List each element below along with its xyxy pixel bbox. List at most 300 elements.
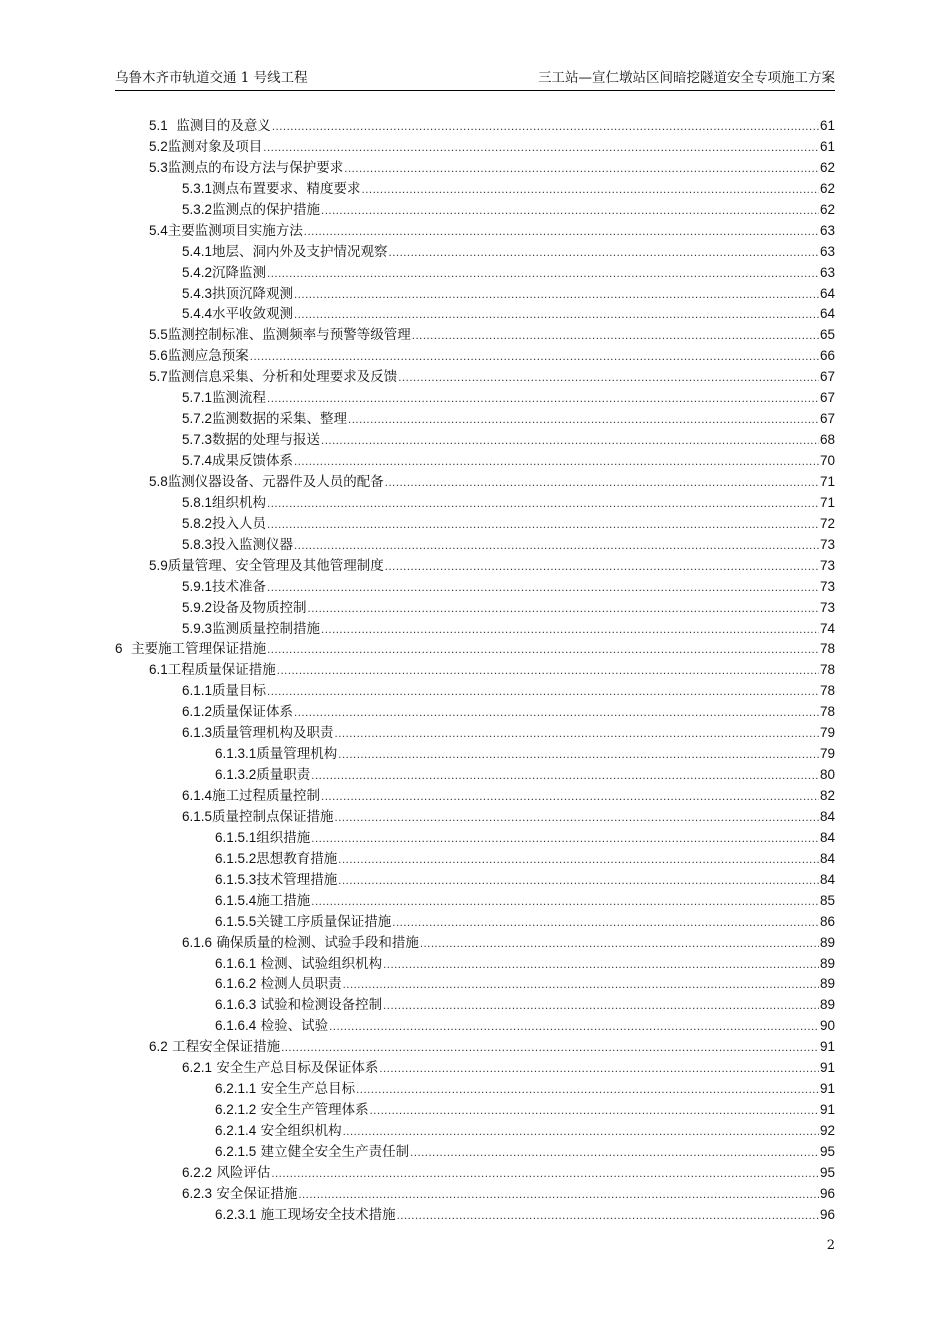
toc-entry-title: [215, 954, 382, 975]
toc-entry-number: 6.2.3.1: [215, 1206, 257, 1222]
toc-entry-number: 5.8.3: [182, 536, 213, 552]
toc-entry-text: 组织措施: [256, 829, 311, 846]
toc-entry-page: 89: [819, 997, 835, 1013]
toc-dot-leader: [356, 1081, 819, 1102]
toc-entry-page: 63: [819, 222, 835, 238]
toc-entry-page: 78: [819, 683, 835, 699]
toc-entry-text: 安全生产管理体系: [256, 1102, 369, 1119]
toc-dot-leader: [344, 160, 819, 181]
toc-entry[interactable]: [115, 1100, 835, 1121]
toc-entry-title: [215, 828, 310, 849]
toc-entry[interactable]: [115, 556, 835, 577]
toc-entry-page: 84: [819, 850, 835, 866]
toc-entry-text: 施工措施: [256, 892, 311, 909]
toc-entry-title: [182, 514, 266, 535]
toc-entry-text: 试验和检测设备控制: [256, 997, 383, 1014]
toc-entry-number: 5.1: [149, 118, 168, 133]
toc-dot-leader: [385, 474, 819, 495]
toc-entry[interactable]: [115, 179, 835, 200]
toc-entry-page: 82: [819, 788, 835, 803]
toc-dot-leader: [294, 537, 819, 558]
toc-entry-page: 62: [819, 159, 835, 175]
toc-entry-title: [149, 556, 384, 577]
toc-entry-page: 79: [819, 746, 835, 762]
toc-dot-leader: [304, 223, 819, 244]
toc-dot-leader: [338, 851, 819, 872]
toc-entry-page: 86: [819, 913, 835, 929]
toc-entry-title: [149, 1037, 280, 1058]
toc-entry-page: 90: [819, 1018, 835, 1034]
toc-entry[interactable]: [115, 1016, 835, 1037]
toc-entry-number: 6.1.5.5: [215, 913, 257, 929]
toc-dot-leader: [294, 453, 819, 474]
toc-entry-title: [182, 577, 266, 598]
toc-entry-text: 建立健全安全生产责任制: [256, 1143, 410, 1160]
toc-entry-text: 安全保证措施: [212, 1185, 298, 1202]
toc-entry-number: 5.8.2: [182, 515, 213, 531]
toc-entry-title: [182, 702, 293, 723]
toc-entry-number: 5.3.2: [182, 201, 213, 217]
toc-entry[interactable]: [115, 786, 835, 807]
toc-entry-title: [215, 995, 382, 1016]
toc-entry-text: 施工过程质量控制: [212, 788, 321, 804]
header-project-name: 乌鲁木齐市轨道交通 1 号线工程: [115, 70, 308, 86]
toc-entry-text: 质量管理、安全管理及其他管理制度: [167, 557, 384, 574]
toc-entry[interactable]: [115, 1142, 835, 1163]
toc-entry[interactable]: [115, 912, 835, 933]
toc-entry-text: 监测信息采集、分析和处理要求及反馈: [167, 369, 398, 386]
toc-entry[interactable]: [115, 493, 835, 514]
toc-entry-text: 工程安全保证措施: [167, 1039, 281, 1056]
toc-entry-text: 思想教育措施: [256, 850, 338, 867]
toc-entry-text: 监测点的保护措施: [212, 201, 321, 218]
toc-entry-number: 6.2.1.5: [215, 1143, 257, 1159]
toc-entry-number: 6.1.6.1: [215, 955, 257, 971]
toc-entry-title: [182, 598, 307, 619]
toc-entry-page: 85: [819, 892, 835, 908]
toc-entry[interactable]: [115, 221, 835, 242]
toc-entry-page: 78: [819, 662, 835, 678]
toc-entry[interactable]: [115, 849, 835, 870]
toc-entry[interactable]: [115, 200, 835, 221]
toc-dot-leader: [250, 348, 819, 369]
toc-dot-leader: [385, 558, 819, 579]
toc-dot-leader: [362, 181, 819, 202]
toc-dot-leader: [410, 1144, 819, 1165]
toc-entry-text: 沉降监测: [212, 264, 267, 281]
toc-entry-title: [215, 974, 342, 995]
page-header: [115, 66, 835, 91]
toc-dot-leader: [271, 1165, 819, 1186]
toc-entry[interactable]: [115, 995, 835, 1016]
toc-entry-number: 5.9.2: [182, 599, 213, 615]
toc-entry-page: 73: [819, 599, 835, 615]
toc-entry-title: [149, 346, 249, 367]
toc-entry-page: 63: [819, 243, 835, 259]
toc-entry-number: 5.7: [149, 369, 168, 385]
toc-entry-text: 安全组织机构: [256, 1123, 342, 1139]
toc-entry[interactable]: [115, 870, 835, 891]
toc-entry-number: 5.5: [149, 327, 168, 343]
toc-entry-title: [182, 619, 320, 640]
toc-dot-leader: [311, 767, 819, 788]
toc-entry[interactable]: [115, 744, 835, 765]
toc-dot-leader: [335, 809, 819, 830]
toc-entry-page: 73: [819, 536, 835, 552]
toc-entry-number: 5.7.1: [182, 390, 213, 406]
toc-entry-text: 检测人员职责: [256, 976, 342, 993]
toc-entry-number: 5.3: [149, 159, 168, 175]
toc-entry[interactable]: [115, 1079, 835, 1100]
toc-entry-title: [149, 325, 411, 346]
toc-entry-title: [182, 263, 266, 284]
toc-entry[interactable]: [115, 158, 835, 179]
toc-dot-leader: [383, 956, 819, 977]
toc-dot-leader: [321, 788, 819, 809]
toc-entry-title: [215, 1142, 409, 1163]
toc-dot-leader: [397, 1207, 819, 1228]
toc-entry-page: 96: [819, 1206, 835, 1222]
toc-dot-leader: [370, 1102, 819, 1123]
toc-entry-number: 5.4.1: [182, 243, 213, 259]
toc-entry-title: [182, 1163, 270, 1184]
toc-dot-leader: [311, 893, 819, 914]
toc-entry-page: 65: [819, 327, 835, 343]
toc-entry-title: [215, 912, 391, 933]
toc-entry-page: 84: [819, 871, 835, 887]
toc-entry-text: 质量管理机构及职责: [212, 725, 334, 742]
toc-entry-text: 监测应急预案: [167, 348, 249, 365]
toc-entry-title: [182, 807, 334, 828]
toc-entry-text: 质量目标: [212, 683, 267, 700]
toc-dot-leader: [343, 1123, 819, 1144]
toc-entry-title: [215, 765, 310, 786]
toc-entry[interactable]: [115, 974, 835, 995]
toc-dot-leader: [267, 683, 819, 704]
toc-dot-leader: [321, 432, 819, 453]
toc-entry-title: [149, 221, 303, 242]
toc-entry-number: 6.2.1: [182, 1060, 213, 1076]
toc-dot-leader: [392, 914, 819, 935]
toc-entry-text: 监测对象及项目: [167, 138, 263, 155]
toc-entry[interactable]: [115, 430, 835, 451]
toc-entry-title: [182, 1184, 297, 1205]
toc-entry[interactable]: [115, 514, 835, 535]
toc-entry-title: [215, 1121, 342, 1142]
toc-entry-number: 5.7.2: [182, 411, 213, 427]
toc-entry-page: 89: [819, 955, 835, 971]
toc-dot-leader: [311, 830, 819, 851]
toc-dot-leader: [308, 600, 819, 621]
toc-entry[interactable]: [115, 723, 835, 744]
toc-entry-title: [182, 284, 293, 305]
toc-entry-text: 监测质量控制措施: [212, 620, 321, 637]
toc-dot-leader: [383, 997, 819, 1018]
toc-dot-leader: [321, 621, 819, 642]
toc-entry[interactable]: [115, 1205, 835, 1226]
toc-entry-text: 主要监测项目实施方法: [167, 222, 303, 239]
toc-entry[interactable]: [115, 828, 835, 849]
toc-dot-leader: [379, 1060, 819, 1081]
toc-entry[interactable]: [115, 535, 835, 556]
toc-entry-title: [182, 409, 347, 430]
toc-entry-page: 62: [819, 201, 835, 217]
toc-entry[interactable]: [115, 1121, 835, 1142]
toc-entry[interactable]: [115, 346, 835, 367]
toc-entry-title: [182, 681, 266, 702]
toc-entry-number: 6.1.6.3: [215, 997, 257, 1013]
toc-entry-text: 关键工序质量保证措施: [256, 913, 392, 930]
toc-entry-number: 6.2.1.2: [215, 1102, 257, 1118]
toc-dot-leader: [267, 516, 819, 537]
toc-entry-text: 质量职责: [256, 767, 311, 784]
toc-entry-page: 67: [819, 411, 835, 427]
toc-entry-number: 5.7.3: [182, 432, 213, 448]
toc-entry[interactable]: [115, 137, 835, 158]
toc-entry-title: [215, 1100, 369, 1121]
toc-entry[interactable]: [115, 263, 835, 284]
toc-entry-text: 地层、洞内外及支护情况观察: [212, 243, 388, 260]
toc-entry-number: 6: [115, 641, 123, 657]
toc-entry-text: 质量管理机构: [256, 746, 338, 763]
toc-entry-text: 工程质量保证措施: [167, 662, 276, 679]
toc-entry[interactable]: [115, 702, 835, 723]
toc-entry-number: 6.1.4: [182, 788, 213, 803]
toc-entry-page: 91: [819, 1102, 835, 1118]
toc-dot-leader: [272, 118, 819, 139]
toc-entry[interactable]: [115, 1184, 835, 1205]
toc-entry-text: 主要施工管理保证措施: [122, 641, 267, 658]
toc-entry-title: [182, 786, 320, 807]
toc-entry[interactable]: [115, 325, 835, 346]
toc-entry[interactable]: [115, 1037, 835, 1058]
page-number: 2: [826, 1238, 835, 1253]
toc-dot-leader: [348, 411, 819, 432]
toc-entry-title: [215, 1079, 355, 1100]
toc-entry-page: 91: [819, 1060, 835, 1076]
toc-entry[interactable]: [115, 954, 835, 975]
toc-entry[interactable]: [115, 1058, 835, 1079]
toc-entry-title: [215, 744, 337, 765]
toc-entry-title: [182, 493, 266, 514]
toc-entry-page: 91: [819, 1081, 835, 1097]
toc-entry-text: 监测仪器设备、元器件及人员的配备: [167, 473, 384, 490]
toc-entry-number: 5.2: [149, 138, 168, 154]
toc-entry-page: 89: [819, 934, 835, 950]
toc-entry-page: 84: [819, 808, 835, 824]
toc-entry-number: 6.2.2: [182, 1164, 213, 1180]
toc-entry-text: 检验、试验: [256, 1018, 329, 1035]
toc-entry-page: 78: [819, 704, 835, 720]
toc-entry[interactable]: [115, 933, 835, 954]
toc-entry-number: 6.1.5.2: [215, 850, 257, 866]
toc-entry[interactable]: [115, 639, 835, 660]
toc-dot-leader: [267, 390, 819, 411]
toc-entry-page: 78: [819, 641, 835, 657]
toc-entry-text: 检测、试验组织机构: [256, 955, 383, 972]
toc-entry-text: 施工现场安全技术措施: [256, 1206, 396, 1223]
toc-entry-title: [215, 849, 337, 870]
toc-entry[interactable]: [115, 284, 835, 305]
toc-entry-title: [215, 891, 310, 912]
toc-entry[interactable]: [115, 409, 835, 430]
toc-entry-page: 95: [819, 1143, 835, 1159]
toc-entry-title: [182, 430, 320, 451]
toc-entry-title: [182, 1058, 378, 1079]
toc-entry-title: [182, 933, 419, 954]
toc-entry-page: 64: [819, 285, 835, 301]
toc-entry-number: 6.1.3: [182, 725, 213, 741]
toc-entry-text: 技术管理措施: [256, 871, 338, 888]
toc-entry-page: 91: [819, 1039, 835, 1055]
toc-entry-title: [215, 870, 337, 891]
toc-entry-number: 5.8.1: [182, 494, 213, 510]
toc-dot-leader: [267, 265, 819, 286]
toc-entry-number: 5.4.4: [182, 306, 213, 322]
toc-entry-number: 6.1.1: [182, 683, 213, 699]
toc-entry-number: 5.4.2: [182, 264, 213, 280]
toc-entry-page: 95: [819, 1164, 835, 1180]
toc-entry-text: 质量保证体系: [212, 704, 294, 721]
toc-entry-text: 成果反馈体系: [212, 453, 294, 469]
toc-entry-page: 61: [819, 118, 835, 133]
toc-entry-number: 6.1.3.2: [215, 767, 257, 783]
toc-entry-page: 84: [819, 829, 835, 845]
toc-entry-title: [215, 1016, 328, 1037]
toc-entry-title: [182, 535, 293, 556]
toc-entry-number: 5.4.3: [182, 285, 213, 301]
toc-entry-text: 投入监测仪器: [212, 536, 294, 553]
toc-entry-page: 73: [819, 557, 835, 573]
toc-entry[interactable]: [115, 891, 835, 912]
toc-entry-number: 6.1.6.2: [215, 976, 257, 992]
toc-entry[interactable]: [115, 388, 835, 409]
table-of-contents: [115, 116, 835, 1226]
toc-entry-page: 61: [819, 138, 835, 154]
toc-entry-number: 6.1.2: [182, 704, 213, 720]
toc-entry-text: 技术准备: [212, 578, 267, 595]
toc-entry[interactable]: [115, 681, 835, 702]
toc-entry-number: 6.1.5.4: [215, 892, 257, 908]
toc-entry-page: 72: [819, 515, 835, 531]
toc-entry-page: 68: [819, 432, 835, 448]
toc-entry-page: 70: [819, 453, 835, 468]
toc-dot-leader: [321, 202, 819, 223]
toc-entry-number: 5.3.1: [182, 180, 213, 196]
toc-entry-number: 5.6: [149, 348, 168, 364]
toc-entry-number: 6.1.5: [182, 808, 213, 824]
toc-entry[interactable]: [115, 451, 835, 472]
toc-dot-leader: [267, 495, 819, 516]
toc-entry[interactable]: [115, 1163, 835, 1184]
toc-dot-leader: [277, 662, 819, 683]
toc-dot-leader: [294, 704, 819, 725]
toc-entry-title: [182, 200, 320, 221]
toc-entry[interactable]: [115, 116, 835, 137]
toc-entry[interactable]: [115, 367, 835, 388]
toc-entry-text: 监测目的及意义: [167, 118, 271, 134]
toc-entry-text: 组织机构: [212, 494, 267, 511]
toc-dot-leader: [389, 244, 819, 265]
toc-entry-title: [182, 242, 388, 263]
toc-entry-number: 6.1.6.4: [215, 1018, 257, 1034]
toc-entry-text: 拱顶沉降观测: [212, 285, 294, 302]
toc-entry-page: 74: [819, 620, 835, 636]
toc-entry-number: 6.1.3.1: [215, 746, 257, 762]
toc-entry-text: 数据的处理与报送: [212, 432, 321, 449]
toc-entry-title: [215, 1205, 396, 1226]
toc-entry-page: 67: [819, 369, 835, 385]
toc-entry-page: 67: [819, 390, 835, 406]
toc-entry-title: [115, 639, 266, 660]
toc-dot-leader: [267, 641, 819, 662]
toc-entry-number: 6.1.5.1: [215, 829, 257, 845]
toc-entry-text: 安全生产总目标: [256, 1081, 356, 1098]
toc-dot-leader: [343, 976, 819, 997]
toc-entry-title: [182, 388, 266, 409]
toc-entry[interactable]: [115, 765, 835, 786]
toc-entry-page: 89: [819, 976, 835, 992]
toc-entry[interactable]: [115, 807, 835, 828]
toc-entry-title: [182, 723, 334, 744]
toc-entry-number: 6.2.3: [182, 1185, 213, 1201]
toc-entry-number: 5.9: [149, 557, 168, 573]
toc-entry-text: 测点布置要求、精度要求: [212, 180, 361, 197]
toc-dot-leader: [267, 579, 819, 600]
toc-entry[interactable]: [115, 598, 835, 619]
toc-entry-number: 6.2.1.4: [215, 1123, 257, 1138]
toc-entry[interactable]: [115, 660, 835, 681]
toc-entry-page: 71: [819, 473, 835, 489]
toc-entry-text: 风险评估: [212, 1164, 271, 1181]
toc-dot-leader: [338, 872, 819, 893]
toc-entry-page: 66: [819, 348, 835, 364]
toc-entry-text: 监测流程: [212, 390, 267, 407]
toc-entry-number: 5.4: [149, 222, 168, 238]
toc-entry-title: [182, 179, 361, 200]
toc-dot-leader: [338, 746, 819, 767]
toc-entry-text: 监测点的布设方法与保护要求: [167, 159, 344, 176]
toc-dot-leader: [281, 1039, 819, 1060]
toc-dot-leader: [298, 1186, 819, 1207]
toc-entry-number: 5.7.4: [182, 453, 213, 468]
toc-entry-text: 确保质量的检测、试验手段和措施: [212, 934, 419, 951]
toc-entry-title: [149, 137, 262, 158]
toc-entry-text: 水平收敛观测: [212, 306, 294, 323]
toc-entry-number: 6.1: [149, 662, 168, 678]
toc-dot-leader: [329, 1018, 819, 1039]
toc-entry-number: 6.1.5.3: [215, 871, 257, 887]
toc-entry[interactable]: [115, 242, 835, 263]
toc-entry-title: [182, 451, 293, 472]
toc-entry-number: 6.2.1.1: [215, 1081, 257, 1097]
toc-entry-title: [149, 158, 343, 179]
toc-entry[interactable]: [115, 619, 835, 640]
toc-entry-page: 80: [819, 767, 835, 783]
toc-entry-text: 设备及物质控制: [212, 599, 307, 616]
toc-entry-title: [149, 116, 271, 137]
toc-entry-page: 71: [819, 494, 835, 510]
toc-entry-number: 6.2: [149, 1039, 168, 1055]
toc-entry-page: 73: [819, 578, 835, 594]
toc-entry[interactable]: [115, 304, 835, 325]
toc-entry-page: 62: [819, 180, 835, 196]
toc-entry-number: 6.1.6: [182, 934, 213, 950]
toc-entry[interactable]: [115, 472, 835, 493]
toc-entry[interactable]: [115, 577, 835, 598]
toc-entry-page: 63: [819, 264, 835, 280]
toc-dot-leader: [263, 139, 819, 160]
